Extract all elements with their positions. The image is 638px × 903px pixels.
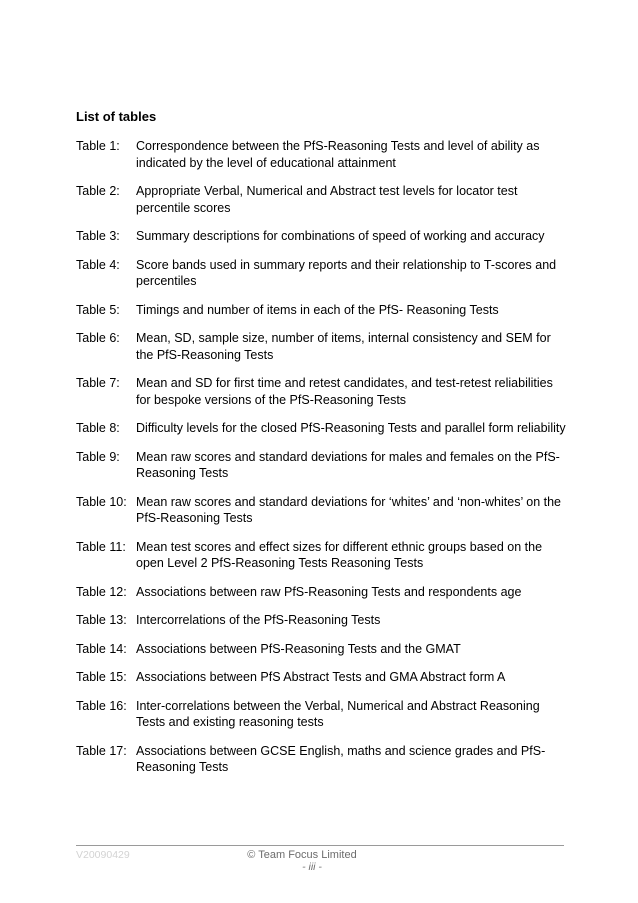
table-entry-11 <box>76 539 566 572</box>
table-title: Mean raw scores and standard deviations for males and females on the PfS-Reasoning Tests <box>136 449 560 480</box>
table-entry-8 <box>76 420 566 437</box>
table-title: Associations between raw PfS-Reasoning Tests and respondents age <box>136 584 522 599</box>
table-entry-6 <box>76 330 566 363</box>
table-title: Associations between PfS-Reasoning Tests and the GMAT <box>136 641 461 656</box>
table-label: Table 9: <box>76 449 120 464</box>
footer-divider <box>76 845 564 846</box>
table-entry-13 <box>76 612 566 629</box>
table-entry-4 <box>76 257 566 290</box>
table-entry-9 <box>76 449 566 482</box>
list-of-tables <box>76 138 566 788</box>
table-title: Associations between PfS Abstract Tests and GMA Abstract form A <box>136 670 506 684</box>
table-entry-12 <box>76 584 566 601</box>
table-entry-10 <box>76 494 566 527</box>
table-entry-17 <box>76 743 566 776</box>
table-title: Timings and number of items in each of the PfS- Reasoning Tests <box>136 302 499 317</box>
table-label: Table 2: <box>76 184 120 198</box>
table-label: Table 14: <box>76 641 127 656</box>
table-title: Intercorrelations of the PfS-Reasoning Tests <box>136 613 381 627</box>
table-title: Score bands used in summary reports and their relationship to T-scores and percentiles <box>136 257 557 288</box>
table-label: Table 8: <box>76 421 120 435</box>
table-title: Associations between GCSE English, maths and science grades and PfS-Reasoning Tests <box>136 743 546 774</box>
table-title: Inter-correlations between the Verbal, Numerical and Abstract Reasoning Tests and existing reasoning tests <box>136 698 540 729</box>
table-label: Table 5: <box>76 302 120 317</box>
table-label: Table 3: <box>76 229 120 243</box>
table-title: Summary descriptions for combinations of speed of working and accuracy <box>136 229 545 243</box>
table-label: Table 1: <box>76 139 120 153</box>
table-title: Mean raw scores and standard deviations for ‘whites’ and ‘non-whites’ on the PfS-Reasoning Tests <box>136 494 561 525</box>
footer-version: V20090429 <box>76 849 130 861</box>
table-label: Table 10: <box>76 494 127 509</box>
table-entry-15 <box>76 669 566 686</box>
table-label: Table 11: <box>76 539 126 554</box>
table-entry-3 <box>76 228 566 245</box>
table-label: Table 17: <box>76 743 127 758</box>
footer-copyright: © Team Focus Limited <box>247 849 357 861</box>
table-label: Table 7: <box>76 376 120 390</box>
table-label: Table 16: <box>76 698 127 713</box>
table-label: Table 15: <box>76 670 127 684</box>
table-label: Table 13: <box>76 613 127 627</box>
table-title: Mean, SD, sample size, number of items, internal consistency and SEM for the PfS-Reasoning Tests <box>136 331 551 362</box>
footer-page-number: - iii - <box>302 861 322 873</box>
table-label: Table 12: <box>76 584 127 599</box>
table-entry-2 <box>76 183 566 216</box>
table-entry-5 <box>76 302 566 319</box>
table-title: Mean and SD for first time and retest candidates, and test-retest reliabilities for bespoke versions of the PfS-Reasoning Tests <box>136 376 553 407</box>
table-entry-7 <box>76 375 566 408</box>
table-title: Correspondence between the PfS-Reasoning Tests and level of ability as indicated by the level of educational attainment <box>136 139 540 170</box>
table-title: Mean test scores and effect sizes for different ethnic groups based on the open Level 2 PfS-Reasoning Tests Reasoning Tests <box>136 539 543 570</box>
table-entry-14 <box>76 641 566 658</box>
table-title: Appropriate Verbal, Numerical and Abstract test levels for locator test percentile scores <box>136 184 518 215</box>
table-entry-16 <box>76 698 566 731</box>
table-entry-1 <box>76 138 566 171</box>
page-heading: List of tables <box>76 109 157 124</box>
table-label: Table 4: <box>76 257 120 272</box>
table-label: Table 6: <box>76 331 120 345</box>
table-title: Difficulty levels for the closed PfS-Reasoning Tests and parallel form reliability <box>136 421 566 435</box>
